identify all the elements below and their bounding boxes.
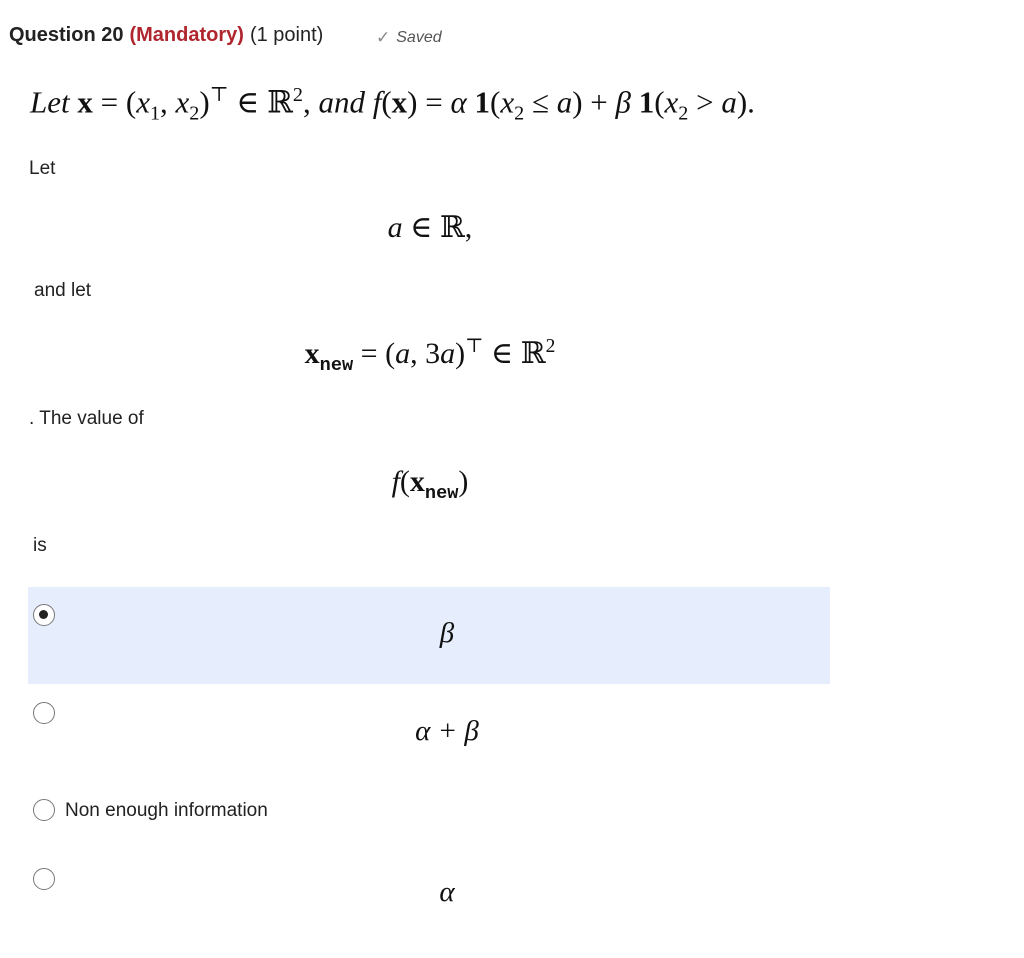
mandatory-label: (Mandatory) (129, 24, 244, 46)
answer-option-3[interactable] (28, 786, 830, 836)
question-number: Question 20 (9, 24, 124, 46)
answer-option-4[interactable] (28, 856, 830, 936)
math-x-new: $x_{new} = (a$, 3a)⊤ ∈ ℝ$^2$ (304, 336, 556, 376)
math-f-x-new: $f(x_{new})$ (391, 465, 469, 504)
check-icon: ✓ (376, 28, 391, 47)
text-value-of: . The value of (29, 408, 144, 429)
saved-status (376, 28, 442, 48)
option-label: β (439, 617, 455, 649)
text-is: is (33, 535, 47, 556)
option-label: α (439, 876, 455, 908)
answer-option-1[interactable] (28, 587, 830, 684)
question-statement: Let $x = (x_1$, $x_2)^⊤$ ∈ ℝ$^2$, and f(x) = α $1(x_2 \le a) + \beta$ $1(x_2 > a)$. (30, 84, 755, 125)
text-let: Let (29, 158, 56, 179)
option-label: Non enough information (65, 800, 268, 821)
answer-option-2[interactable] (28, 688, 830, 778)
option-label: α + β (415, 715, 479, 747)
text-and-let: and let (34, 280, 92, 301)
radio-button-icon[interactable] (33, 799, 55, 821)
points-label: (1 point) (249, 24, 324, 46)
saved-label: Saved (396, 29, 442, 46)
question-header (9, 24, 323, 47)
math-a-in-r: a ∈ ℝ, (387, 211, 473, 244)
